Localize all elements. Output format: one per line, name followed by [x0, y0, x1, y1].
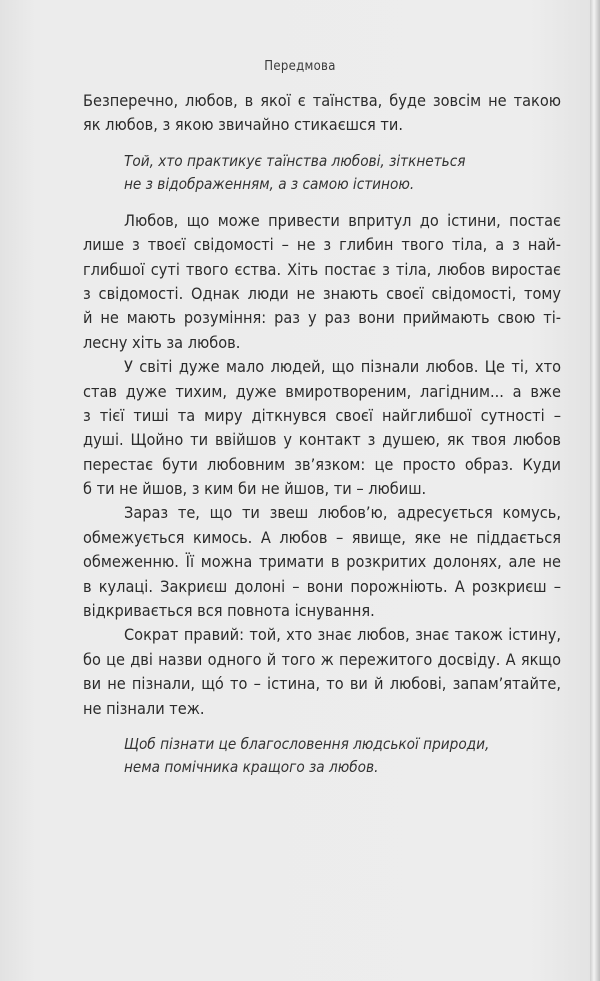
- text-line: не з відображенням, а з самою істиною.: [124, 175, 415, 194]
- text-line: У світі дуже мало людей, що пізнали любов. Це ті, хто: [124, 357, 561, 377]
- running-header: Передмова: [264, 59, 336, 74]
- text-line: з свідомості. Однак люди не знають своєї свідомості, тому: [83, 283, 561, 303]
- paragraph: [83, 355, 561, 501]
- text-line: з тієї тиші та миру діткнувся своєї найглибшої сутності –: [83, 405, 561, 425]
- text-line: Щоб пізнати це благословення людської природи,: [124, 734, 490, 753]
- page-body: [83, 89, 561, 792]
- text-line: Безперечно, любов, в якої є таїнства, буде зовсім не такою: [83, 91, 561, 110]
- text-line: ви не пізнали, щó то – істина, то ви й любові, запам’ятайте,: [83, 674, 561, 694]
- paragraph: [83, 209, 561, 355]
- paragraph: [83, 623, 561, 721]
- text-line: Любов, що може привести впритул до істини, постає: [124, 210, 561, 230]
- text-line: як любов, з якою звичайно стикаєшся ти.: [83, 115, 403, 135]
- text-line: Той, хто практикує таїнства любові, зіткнеться: [124, 151, 466, 170]
- text-line: глибшої суті твого єства. Хіть постає з тіла, любов виростає: [83, 259, 561, 279]
- text-line: обмежується кимось. А любов – явище, яке не піддається: [83, 527, 561, 547]
- text-line: не пізнали теж.: [83, 698, 205, 718]
- text-line: душі. Щойно ти ввійшов у контакт з душею, як твоя любов: [83, 430, 561, 450]
- text-line: Зараз те, що ти звеш любов’ю, адресується комусь,: [124, 503, 561, 523]
- epigraph-quote: [83, 150, 561, 197]
- text-line: б ти не йшов, з ким би не йшов, ти – любиш.: [83, 479, 427, 499]
- text-line: перестає бути любовним зв’язком: це просто образ. Куди: [83, 454, 561, 474]
- text-line: Сократ правий: той, хто знає любов, знає також істину,: [124, 625, 561, 645]
- text-line: нема помічника кращого за любов.: [124, 758, 379, 777]
- text-line: в кулаці. Закриєш долоні – вони порожніють. А розкриєш –: [83, 576, 561, 596]
- text-line: обмеженню. Її можна тримати в розкритих долонях, але не: [83, 552, 561, 572]
- text-line: лише з твоєї свідомості – не з глибин твого тіла, а з най-: [83, 235, 561, 255]
- text-line: лесну хіть за любов.: [83, 332, 241, 352]
- text-line: відкривається вся повнота існування.: [83, 601, 375, 621]
- page-edge: [590, 0, 600, 981]
- epigraph-quote: [83, 733, 561, 780]
- text-line: став дуже тихим, дуже вмиротвореним, лагідним... а вже: [83, 381, 561, 401]
- text-line: бо це дві назви одного й того ж пережитого досвіду. А якщо: [83, 649, 561, 669]
- paragraph: [83, 501, 561, 623]
- paragraph: [83, 89, 561, 138]
- text-line: й не мають розуміння: раз у раз вони приймають свою ті-: [83, 308, 561, 328]
